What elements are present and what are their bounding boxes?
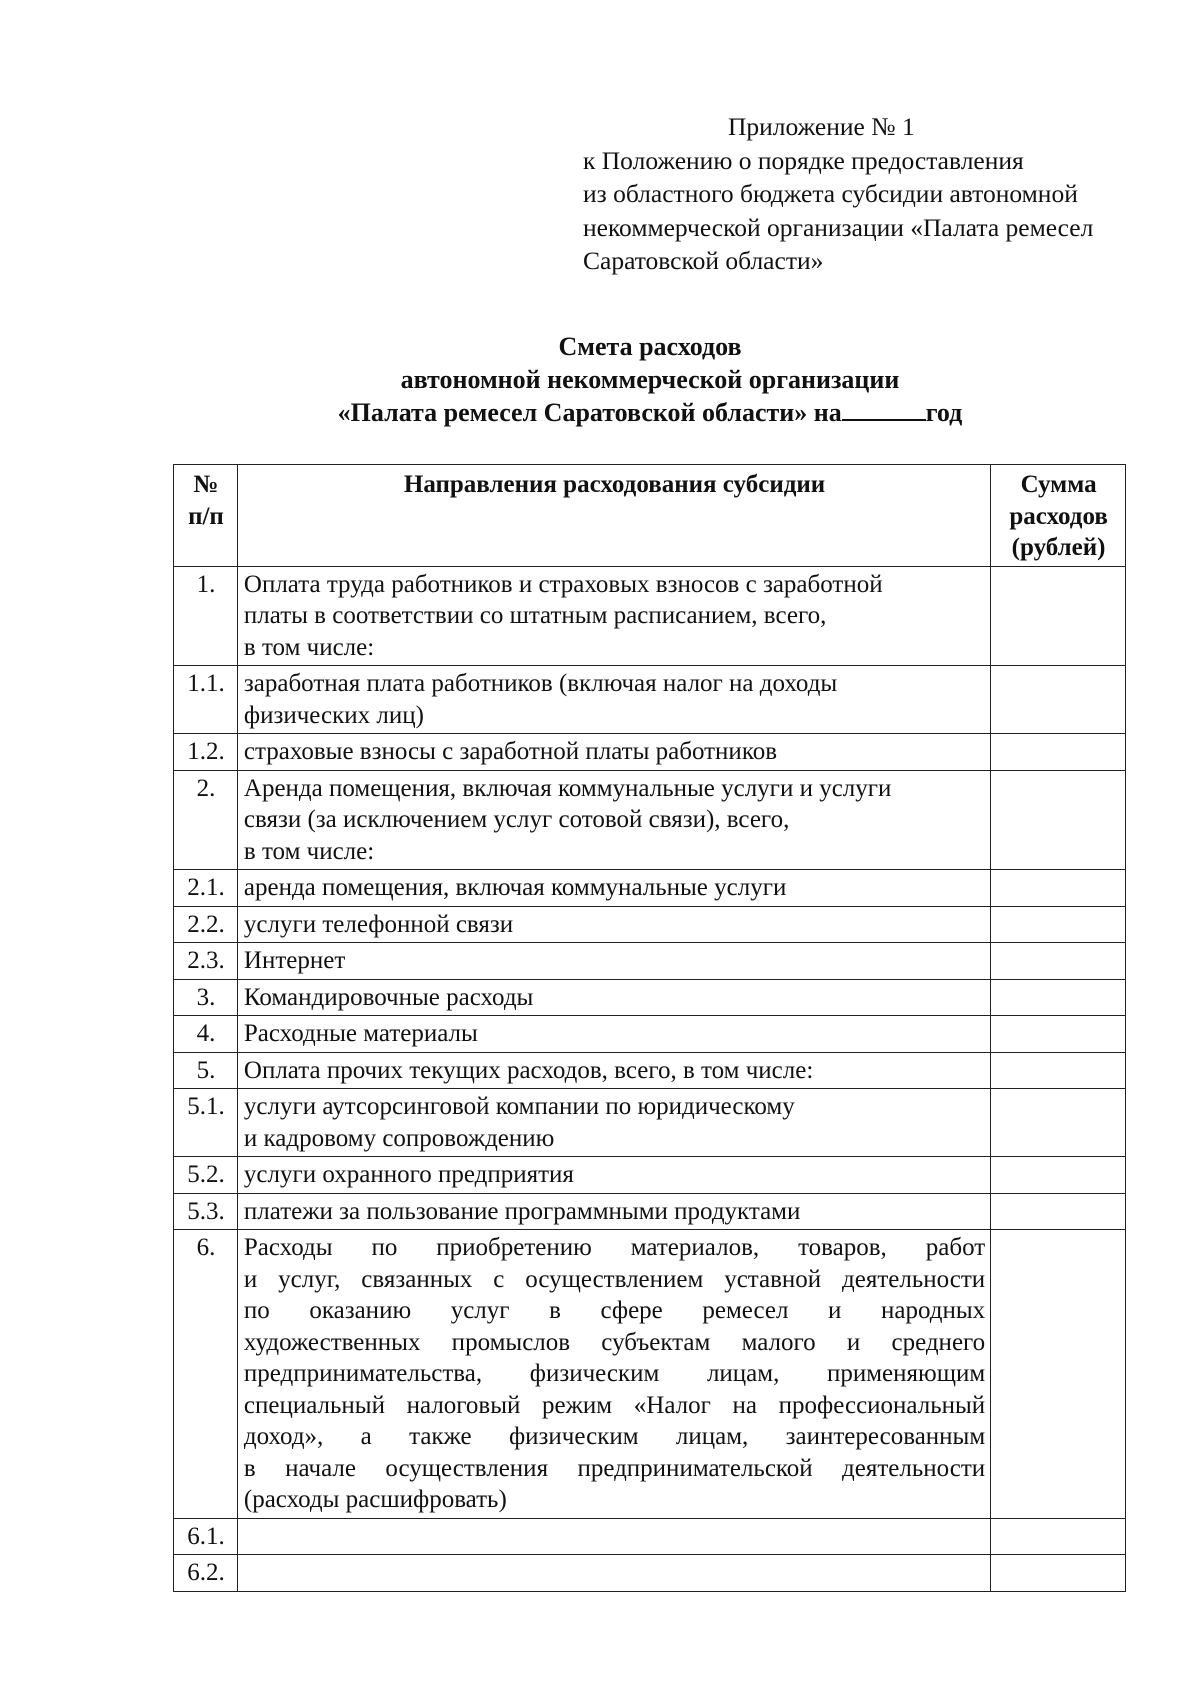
row-number: 3. [174, 979, 238, 1016]
table-row [174, 734, 1126, 771]
title-line-3-end: год [925, 398, 963, 427]
header-direction: Направления расходования субсидии [237, 465, 990, 567]
estimate-table-body [174, 566, 1126, 1591]
direction-line: связи (за исключением услуг сотовой связи), всего, [243, 806, 790, 833]
appendix-header [583, 110, 1143, 278]
title-line-3-start: «Палата ремесел Саратовской области» на [337, 398, 842, 427]
table-row [174, 1157, 1126, 1194]
row-direction [237, 666, 990, 734]
direction-line: Расходы по приобретению материалов, товаров, работ [243, 1234, 986, 1261]
row-direction [237, 1157, 990, 1194]
appendix-number: Приложение № 1 [728, 112, 915, 141]
row-number: 2.2. [174, 906, 238, 943]
direction-line: предпринимательства, физическим лицам, применяющим [243, 1360, 986, 1387]
row-direction [237, 770, 990, 870]
direction-line: специальный налоговый режим «Налог на профессиональный [243, 1391, 986, 1419]
table-row [174, 1555, 1126, 1592]
table-row [174, 979, 1126, 1016]
row-direction [237, 870, 990, 907]
row-sum[interactable] [991, 770, 1126, 870]
direction-line: услуги охранного предприятия [243, 1161, 574, 1188]
header-sum: Сумма расходов (рублей) [991, 465, 1126, 567]
row-direction [237, 1052, 990, 1089]
row-number: 5.3. [174, 1193, 238, 1230]
table-row [174, 1052, 1126, 1089]
direction-line: Аренда помещения, включая коммунальные услуги и услуги [243, 774, 892, 802]
direction-line: по оказанию услуг в сфере ремесел и народных [243, 1297, 986, 1324]
row-number: 1.1. [174, 666, 238, 734]
direction-line: в том числе: [243, 633, 375, 661]
direction-line: Оплата прочих текущих расходов, всего, в том числе: [243, 1056, 814, 1084]
row-direction [237, 1230, 990, 1519]
direction-line: услуги аутсорсинговой компании по юридическому [243, 1093, 795, 1120]
title-line-1: Смета расходов [558, 332, 742, 361]
direction-line: и кадровому сопровождению [243, 1124, 555, 1152]
document-title [160, 330, 1140, 429]
row-sum[interactable] [991, 870, 1126, 907]
direction-line: доход», а также физическим лицам, заинтересованным [243, 1423, 986, 1450]
year-blank-field [842, 397, 926, 421]
title-line-2: автономной некоммерческой организации [400, 365, 900, 394]
direction-line: аренда помещения, включая коммунальные услуги [243, 874, 787, 901]
direction-line: заработная плата работников (включая налог на доходы [243, 670, 838, 697]
row-sum[interactable] [991, 943, 1126, 980]
direction-line: и услуг, связанных с осуществлением уставной деятельности [243, 1265, 986, 1293]
direction-line: услуги телефонной связи [243, 910, 514, 938]
row-sum[interactable] [991, 906, 1126, 943]
row-number: 5.2. [174, 1157, 238, 1194]
direction-line: платежи за пользование программными продуктами [243, 1197, 801, 1225]
estimate-table [173, 464, 1126, 1592]
table-row [174, 1518, 1126, 1555]
table-header-row [174, 465, 1126, 567]
row-number: 5. [174, 1052, 238, 1089]
row-number: 1.2. [174, 734, 238, 771]
appendix-line-5: Саратовской области» [583, 246, 824, 275]
row-direction [237, 566, 990, 666]
row-sum[interactable] [991, 1518, 1126, 1555]
row-sum[interactable] [991, 1089, 1126, 1157]
direction-line: в начале осуществления предпринимательской деятельности [243, 1454, 986, 1482]
direction-line: Командировочные расходы [243, 983, 534, 1011]
table-row [174, 943, 1126, 980]
row-direction [237, 734, 990, 771]
direction-line: (расходы расшифровать) [243, 1486, 507, 1513]
row-number: 6. [174, 1230, 238, 1519]
row-direction [237, 906, 990, 943]
row-sum[interactable] [991, 666, 1126, 734]
row-number: 5.1. [174, 1089, 238, 1157]
table-row [174, 1193, 1126, 1230]
row-direction [237, 1193, 990, 1230]
title-line-3 [160, 396, 1140, 429]
direction-line: физических лиц) [243, 701, 424, 729]
direction-line: художественных промыслов субъектам малого и среднего [243, 1328, 986, 1356]
header-num: № п/п [174, 465, 238, 567]
row-direction [237, 1089, 990, 1157]
row-direction [237, 1555, 990, 1592]
row-sum[interactable] [991, 1555, 1126, 1592]
direction-line: Оплата труда работников и страховых взносов с заработной [243, 570, 883, 598]
row-number: 4. [174, 1016, 238, 1053]
row-sum[interactable] [991, 734, 1126, 771]
table-row [174, 566, 1126, 666]
row-number: 6.1. [174, 1518, 238, 1555]
row-sum[interactable] [991, 979, 1126, 1016]
row-direction [237, 1016, 990, 1053]
appendix-line-3: из областного бюджета субсидии автономной [583, 179, 1078, 208]
direction-line: Расходные материалы [243, 1020, 478, 1047]
row-number: 1. [174, 566, 238, 666]
table-row [174, 1016, 1126, 1053]
direction-line: страховые взносы с заработной платы работников [243, 738, 777, 765]
row-number: 6.2. [174, 1555, 238, 1592]
table-row [174, 870, 1126, 907]
row-direction [237, 1518, 990, 1555]
appendix-line-2: к Положению о порядке предоставления [583, 145, 1024, 175]
row-sum[interactable] [991, 1016, 1126, 1053]
appendix-line-4: некоммерческой организации «Палата ремесел [583, 212, 1094, 242]
row-sum[interactable] [991, 1230, 1126, 1519]
direction-line: Интернет [243, 947, 346, 974]
row-sum[interactable] [991, 1052, 1126, 1089]
table-row [174, 906, 1126, 943]
table-row [174, 666, 1126, 734]
row-number: 2.3. [174, 943, 238, 980]
row-sum[interactable] [991, 566, 1126, 666]
table-row [174, 1230, 1126, 1519]
table-row [174, 1089, 1126, 1157]
direction-line: в том числе: [243, 837, 375, 865]
row-sum[interactable] [991, 1157, 1126, 1194]
row-direction [237, 979, 990, 1016]
row-number: 2. [174, 770, 238, 870]
row-direction [237, 943, 990, 980]
table-row [174, 770, 1126, 870]
row-number: 2.1. [174, 870, 238, 907]
direction-line: платы в соответствии со штатным расписанием, всего, [243, 602, 827, 629]
row-sum[interactable] [991, 1193, 1126, 1230]
